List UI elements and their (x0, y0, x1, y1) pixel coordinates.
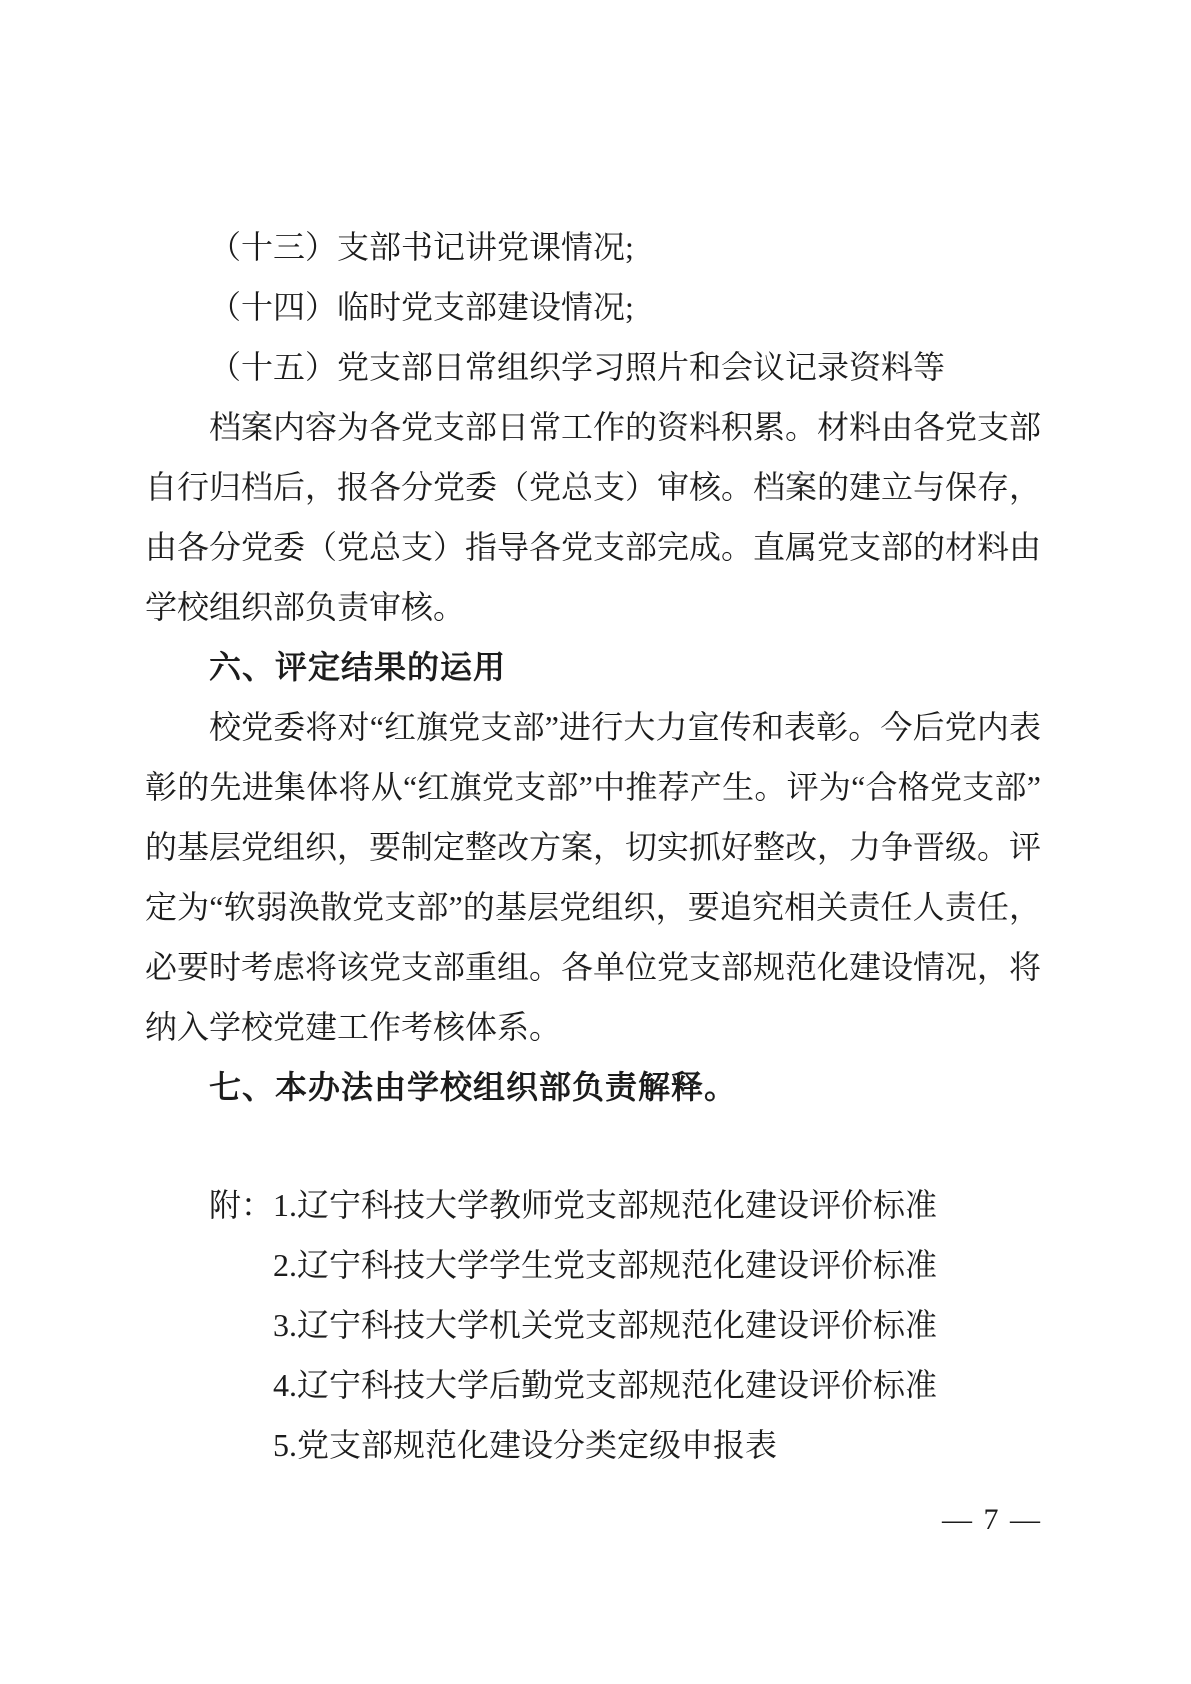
attachment-item (209, 1175, 1041, 1235)
heading-section-7: 七、本办法由学校组织部负责解释。 (209, 1069, 738, 1105)
heading-section-6: 六、评定结果的运用 (209, 649, 507, 685)
attachment-item: 5.党支部规范化建设分类定级申报表 (273, 1427, 778, 1463)
document-content (145, 217, 1041, 1475)
attachment-item: 2.辽宁科技大学学生党支部规范化建设评价标准 (273, 1247, 938, 1283)
attachment-item-text: 1.辽宁科技大学教师党支部规范化建设评价标准 (273, 1187, 938, 1223)
attachment-item: 3.辽宁科技大学机关党支部规范化建设评价标准 (273, 1307, 938, 1343)
list-item-15: （十五）党支部日常组织学习照片和会议记录资料等 (209, 349, 946, 385)
attachments-block (145, 1175, 1041, 1475)
page-number: — 7 — (942, 1503, 1042, 1536)
attachment-label: 附： (209, 1187, 274, 1223)
attachment-item: 4.辽宁科技大学后勤党支部规范化建设评价标准 (273, 1367, 938, 1403)
list-item-13: （十三）支部书记讲党课情况; (209, 229, 634, 265)
paragraph-evaluation-results: 校党委将对“红旗党支部”进行大力宣传和表彰。今后党内表彰的先进集体将从“红旗党支部”中推荐产生。评为“合格党支部”的基层党组织，要制定整改方案，切实抓好整改，力争晋级。评定为“软弱涣散党支部”的基层党组织，要追究相关责任人责任，必要时考虑将该党支部重组。各单位党支部规范化建设情况，将纳入学校党建工作考核体系。 (145, 709, 1042, 1045)
list-item-14: （十四）临时党支部建设情况; (209, 289, 634, 325)
paragraph-archive-rules: 档案内容为各党支部日常工作的资料积累。材料由各党支部自行归档后，报各分党委（党总支）审核。档案的建立与保存，由各分党委（党总支）指导各党支部完成。直属党支部的材料由学校组织部负责审核。 (145, 409, 1042, 625)
